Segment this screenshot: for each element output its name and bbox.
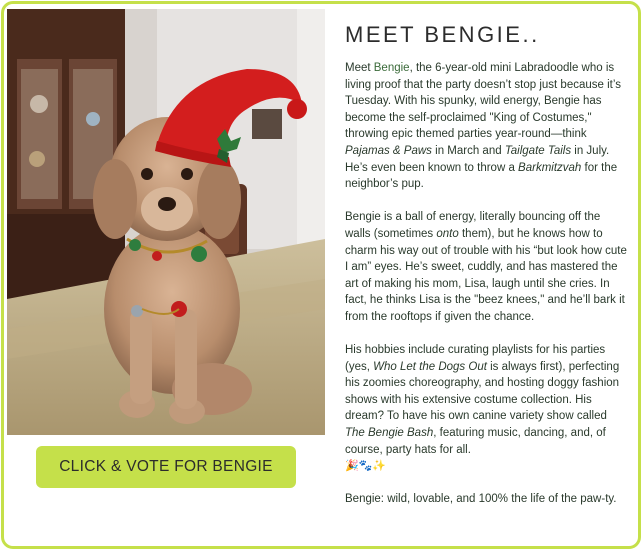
text: is always first), perfecting his zoomies choreography, and hosting doggy fashion shows with his extensive costume collection. His dream? To have his own canine variety show called (345, 360, 620, 423)
page-title: MEET BENGIE.. (345, 22, 540, 47)
bio-section (345, 22, 627, 525)
emphasis: onto (436, 227, 459, 240)
party-name: Tailgate Tails (504, 144, 572, 157)
vote-button[interactable]: CLICK & VOTE FOR BENGIE (36, 446, 296, 488)
party-emoji-icon: 🎉🐾✨ (345, 459, 387, 473)
party-name: Pajamas & Paws (345, 144, 432, 157)
bio-paragraph-3 (345, 342, 627, 475)
party-name: Barkmitzvah (518, 161, 582, 174)
bio-paragraph-1 (345, 60, 627, 193)
text: for the neighbor’s pup. (345, 161, 618, 191)
text: His hobbies include curating playlists for his parties (yes, (345, 344, 606, 373)
bio-paragraph-4: Bengie: wild, lovable, and 100% the life of the paw-ty. (345, 493, 617, 506)
dog-name: Bengie (373, 62, 410, 74)
text: , the 6-year-old mini Labradoodle who is living proof that the party doesn’t stop just because it’s Tuesday. With his spunky, wild energy, Bengie has become the self-proclaimed "King of Costumes," throwing epic themed parties year-round—think (345, 62, 621, 141)
show-title: The Bengie Bash (345, 427, 434, 440)
song-title: Who Let the Dogs Out (373, 360, 487, 373)
text: Meet (345, 62, 374, 74)
text: Bengie is a ball of energy, literally bouncing off the walls (sometimes (345, 211, 601, 240)
bio-paragraph-2 (345, 209, 627, 325)
text: , featuring music, dancing, and, of course, party hats for all. (345, 427, 606, 456)
bengie-photo (7, 9, 325, 435)
text: in July. He’s even been known to throw a (345, 144, 610, 174)
text: in March and (431, 144, 505, 157)
text: them), but he knows how to charm his way out of trouble with his “but look how cute I am” eyes. He’s sweet, cuddly, and has mastered the art of making his mom, Lisa, laugh until she cries. In fact, he thinks Lisa is the "beez knees," and he’ll bark it from the rooftops if given the chance. (345, 227, 627, 323)
profile-card (1, 1, 641, 549)
